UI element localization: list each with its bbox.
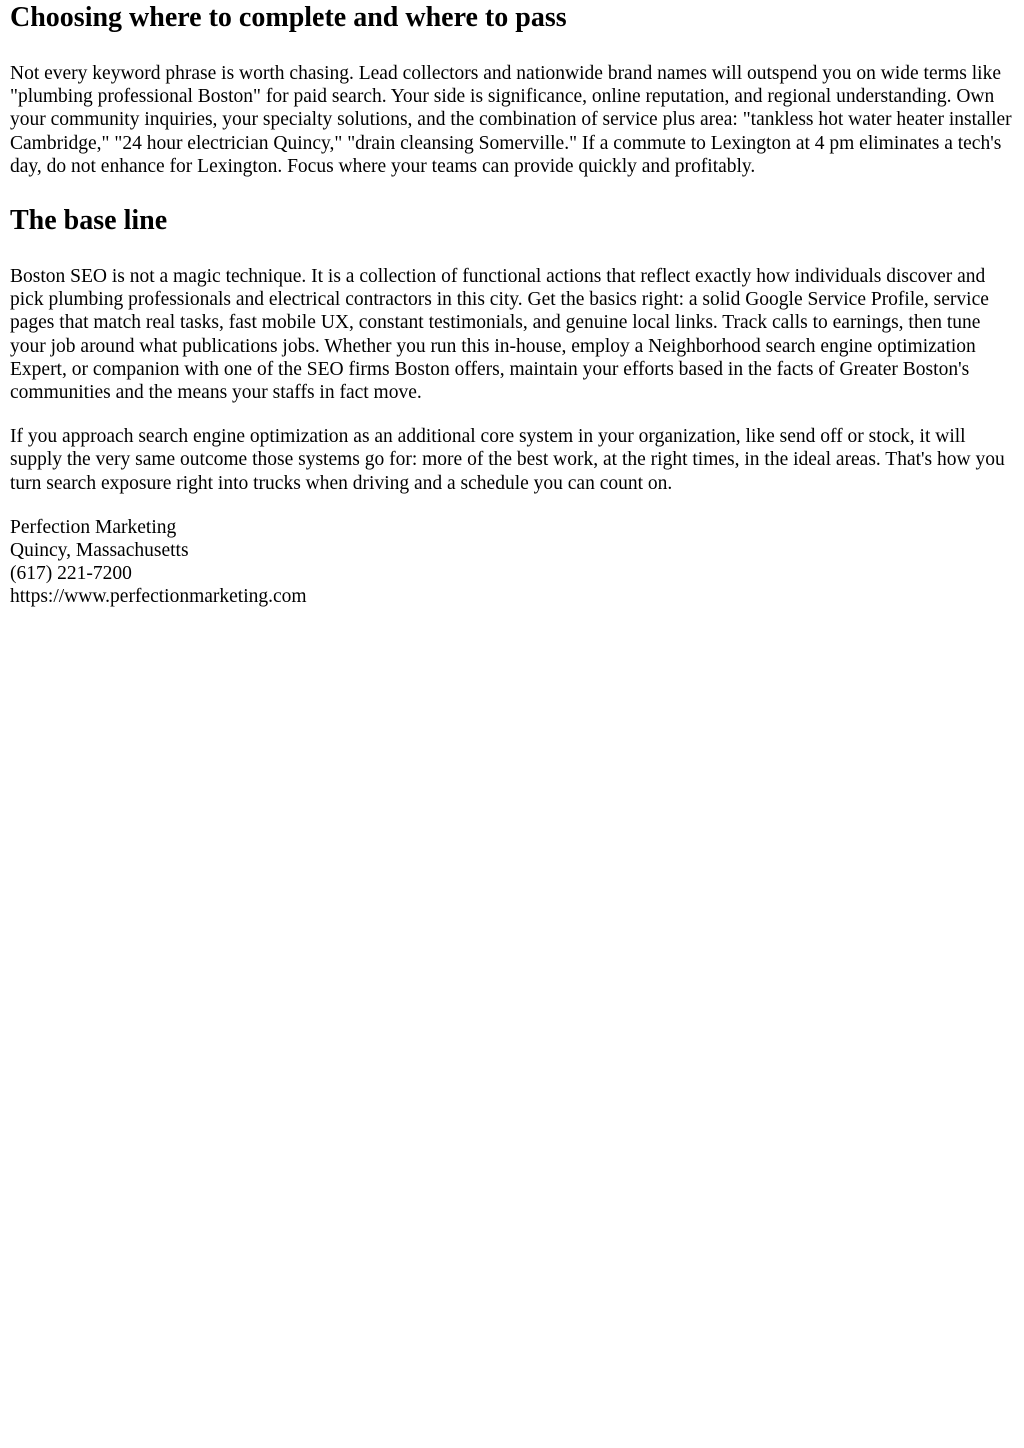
paragraph: Not every keyword phrase is worth chasing. Lead collectors and nationwide brand names will outspend you on wide terms like "plumbing professional Boston" for paid search. Your side is significance, online reputation, and regional understanding. Own your community inquiries, your specialty solutions, and the combination of service plus area: "tankless hot water heater installer Cambridge," "24 hour electrician Quincy," "drain cleansing Somerville." If a commute to Lexington at 4 pm eliminates a tech's day, do not enhance for Lexington. Focus where your teams can provide quickly and profitably.	[10, 63, 1012, 177]
company-location: Quincy, Massachusetts	[10, 540, 189, 562]
section-heading: Choosing where to complete and where to pass	[10, 2, 567, 33]
section-heading: The base line	[10, 205, 168, 237]
company-name: Perfection Marketing	[10, 516, 177, 538]
paragraph: If you approach search engine optimization as an additional core system in your organization, like send off or stock, it will supply the very same outcome those systems go for: more of the best work, at the right times, in the ideal areas. That's how you turn search exposure right into trucks when driving and a schedule you can count on.	[10, 426, 1005, 494]
company-website: https://www.perfectionmarketing.com	[10, 586, 307, 608]
company-phone: (617) 221-7200	[10, 563, 132, 585]
paragraph: Boston SEO is not a magic technique. It is a collection of functional actions that reflect exactly how individuals discover and pick plumbing professionals and electrical contractors in this city. Get the basics right: a solid Google Service Profile, service pages that match real tasks, fast mobile UX, constant testimonials, and genuine local links. Track calls to earnings, then tune your job around what publications jobs. Whether you run this in-house, employ a Neighborhood search engine optimization Expert, or companion with one of the SEO firms Boston offers, maintain your efforts based in the facts of Greater Boston's communities and the means your staffs in fact move.	[10, 266, 989, 404]
article	[0, 0, 1024, 609]
contact-block	[10, 516, 1014, 609]
